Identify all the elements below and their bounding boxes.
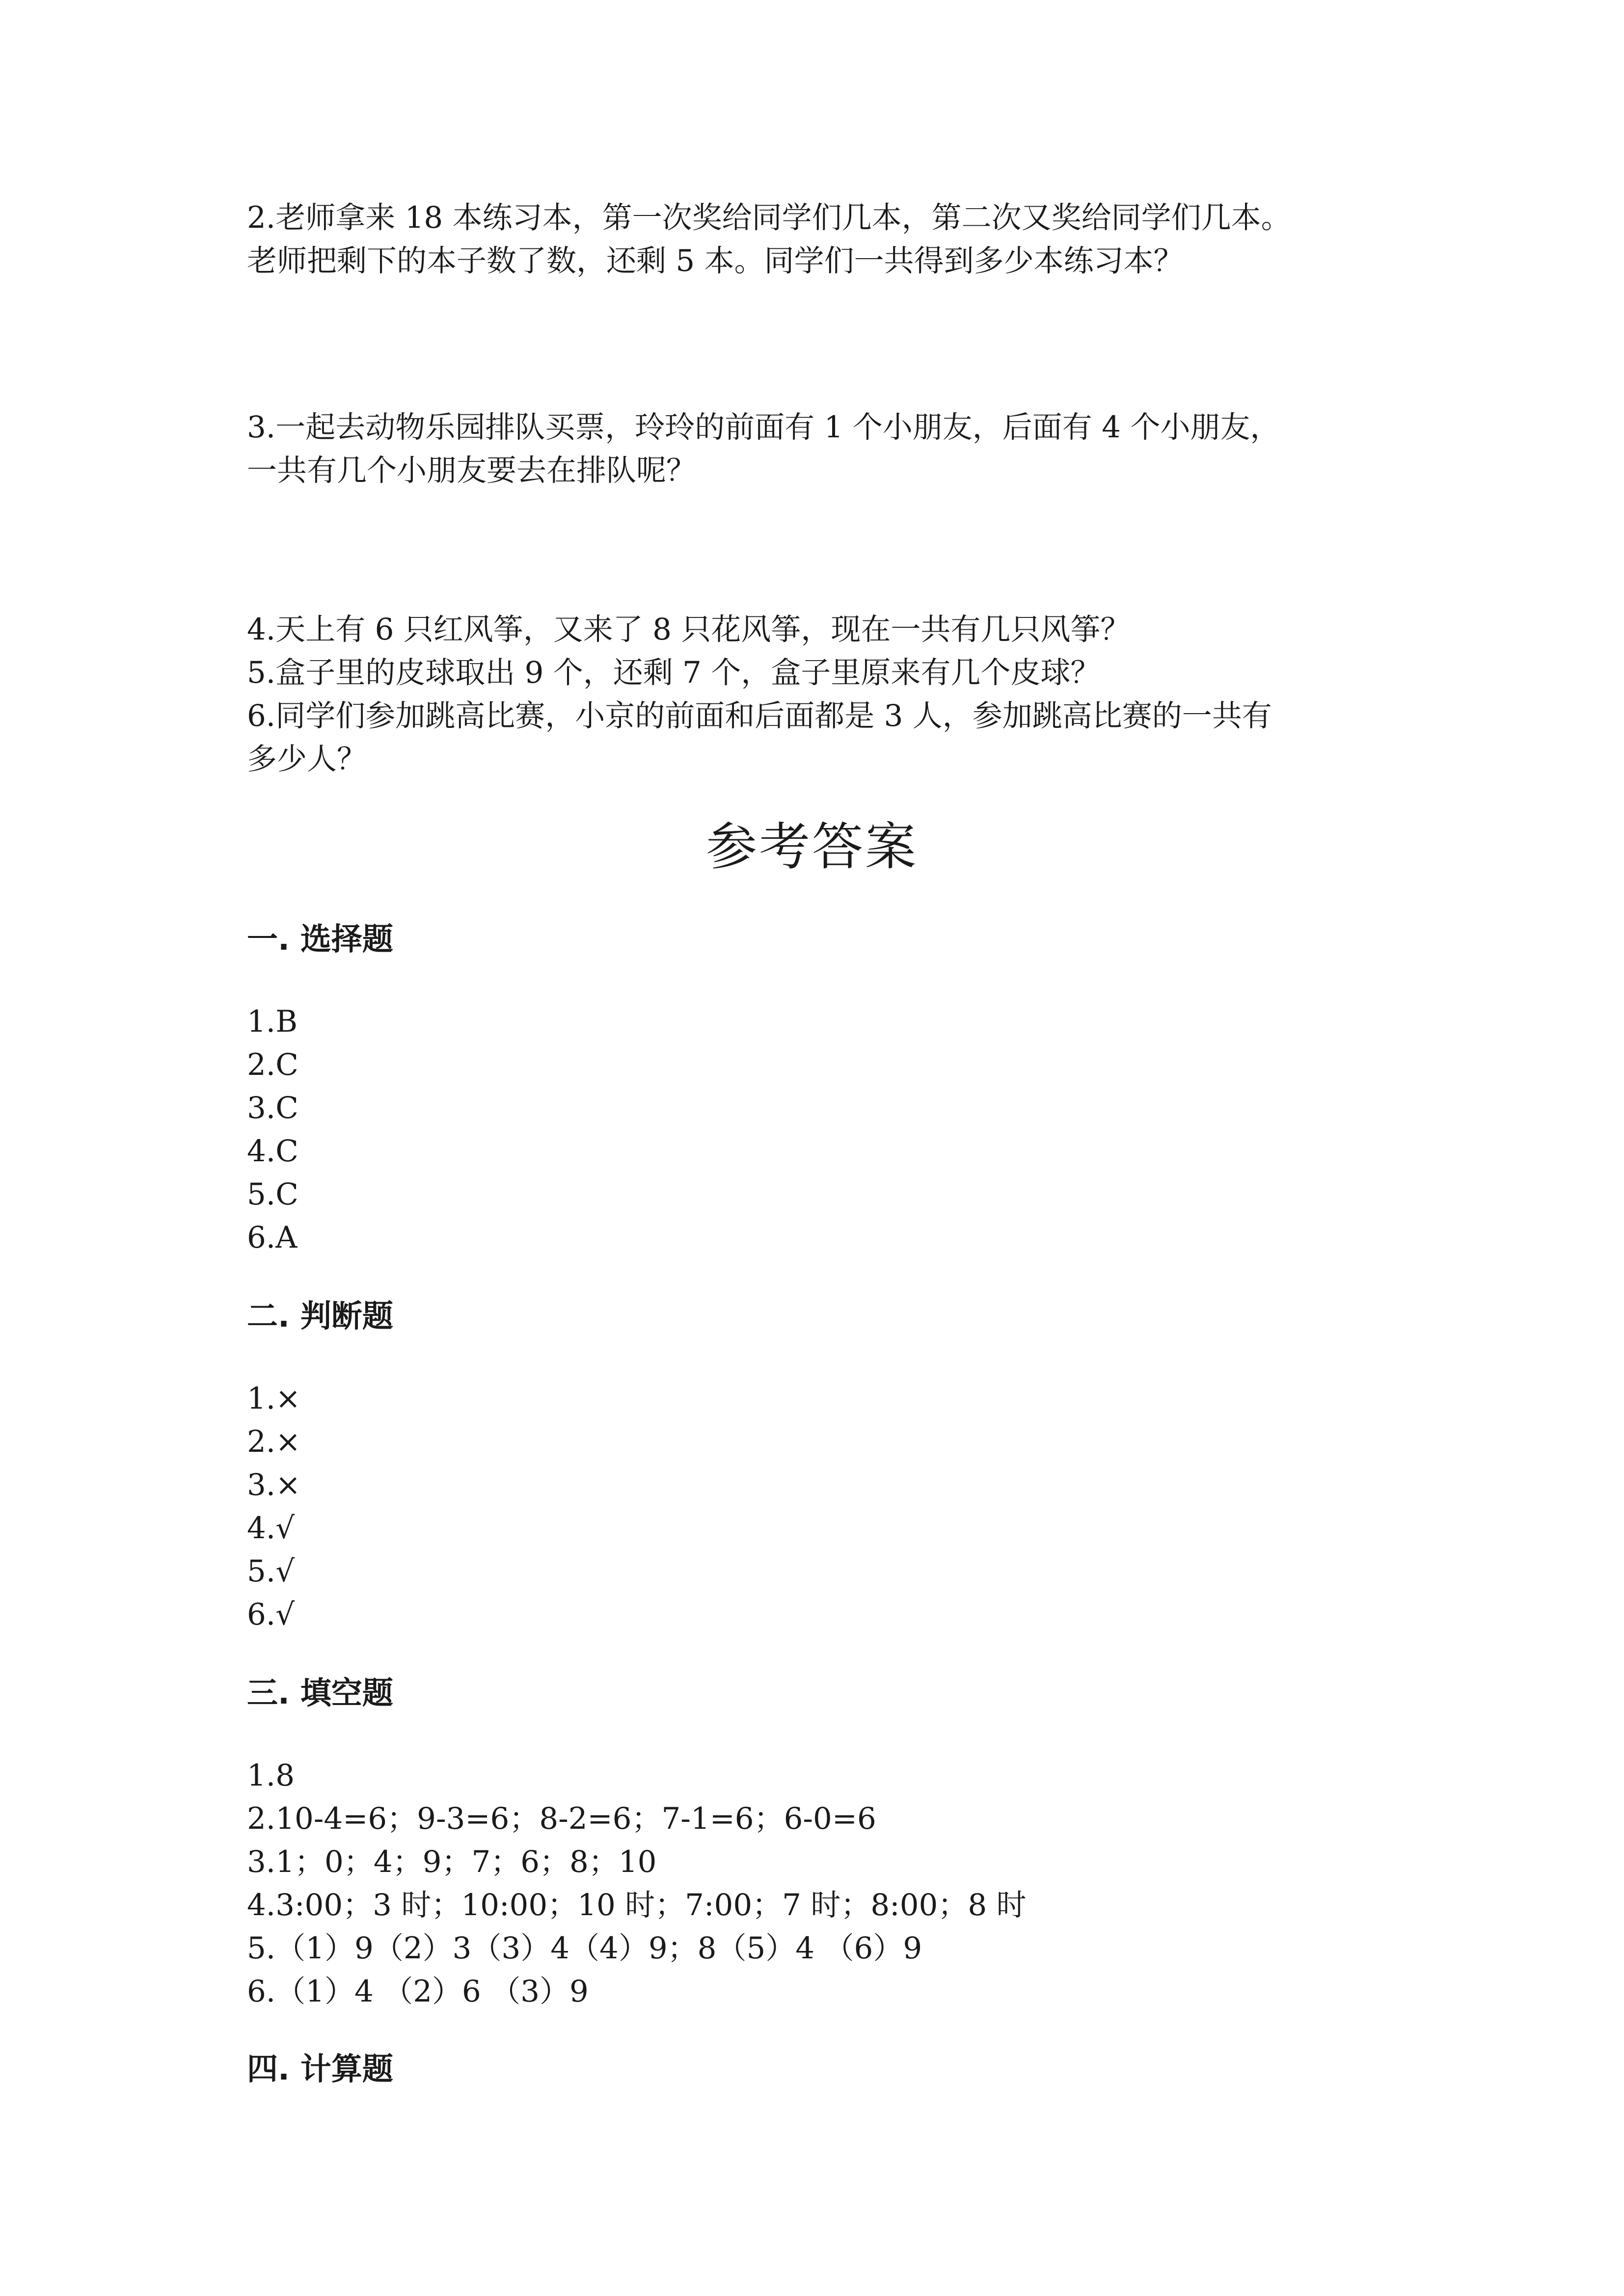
fill-blank-answer: 6.（1）4 （2）6 （3）9 [247,1974,589,2009]
choice-answer: 5.C [247,1177,298,1212]
fill-blank-answer: 2.10-4=6；9-3=6；8-2=6；7-1=6；6-0=6 [247,1801,876,1836]
section-heading-choice: 一. 选择题 [247,921,393,957]
choice-answer: 4.C [247,1134,298,1169]
question-2-line-2: 老师把剩下的本子数了数，还剩 5 本。同学们一共得到多少本练习本？ [247,243,1184,278]
fill-blank-answer: 4.3:00；3 时；10:00；10 时；7:00；7 时；8:00；8 时 [247,1888,1027,1922]
judgement-answer: 4.√ [247,1511,295,1546]
fill-blank-answer: 3.1；0；4；9；7；6；8；10 [247,1844,657,1879]
section-heading-judgement: 二. 判断题 [247,1298,393,1334]
section-heading-fill-blank: 三. 填空题 [247,1675,393,1711]
judgement-answer: 6.√ [247,1597,295,1632]
question-6-line-2: 多少人？ [247,742,367,776]
question-3-line-1: 3.一起去动物乐园排队买票，玲玲的前面有 1 个小朋友，后面有 4 个小朋友， [247,410,1280,445]
judgement-answer: 5.√ [247,1554,295,1589]
question-3-line-2: 一共有几个小朋友要去在排队呢？ [247,453,697,488]
choice-answer: 3.C [247,1091,298,1125]
question-6-line-1: 6.同学们参加跳高比赛，小京的前面和后面都是 3 人，参加跳高比赛的一共有 [247,698,1272,733]
choice-answer: 6.A [247,1220,298,1255]
judgement-answer: 1.× [247,1381,301,1416]
fill-blank-answer: 1.8 [247,1758,295,1793]
judgement-answer: 2.× [247,1424,301,1459]
fill-blank-answer: 5.（1）9（2）3（3）4（4）9；8（5）4 （6）9 [247,1931,922,1966]
choice-answer: 2.C [247,1047,298,1082]
question-5-line-1: 5.盒子里的皮球取出 9 个，还剩 7 个，盒子里原来有几个皮球？ [247,655,1101,690]
judgement-answer: 3.× [247,1468,301,1502]
question-4-line-1: 4.天上有 6 只红风筝，又来了 8 只花风筝，现在一共有几只风筝？ [247,612,1131,647]
section-heading-calculation: 四. 计算题 [247,2051,393,2087]
choice-answer: 1.B [247,1004,298,1039]
question-2-line-1: 2.老师拿来 18 本练习本，第一次奖给同学们几本，第二次又奖给同学们几本。 [247,200,1291,235]
answers-title: 参考答案 [705,817,918,877]
